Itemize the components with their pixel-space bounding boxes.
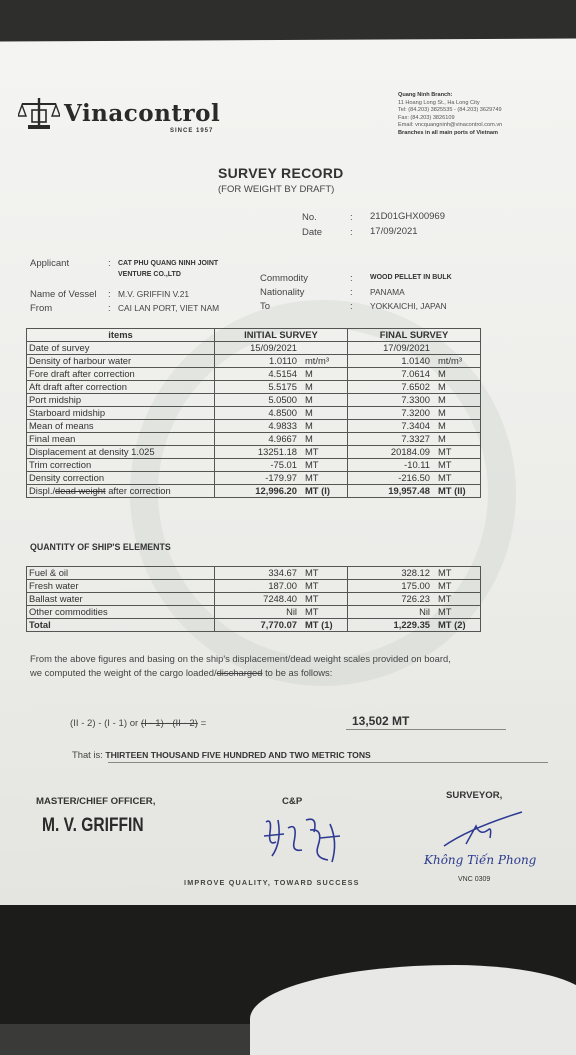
row-item: Density correction (27, 472, 215, 485)
cell-value: 13251.18 (257, 446, 297, 457)
applicant-value-2: VENTURE CO.,LTD (118, 271, 181, 278)
branch-fax: Fax: (84.203) 3826109 (398, 114, 455, 121)
row-item: Port midship (27, 394, 215, 407)
cell-unit: M (438, 394, 446, 405)
no-label: No. (302, 212, 317, 223)
date-colon: : (350, 227, 353, 238)
row-item: Ballast water (27, 593, 215, 606)
cell-value: 5.5175 (268, 381, 297, 392)
commodity-value: WOOD PELLET IN BULK (370, 274, 452, 281)
row-item: Trim correction (27, 459, 215, 472)
surveyor-code: VNC 0309 (458, 876, 491, 883)
cell-value: 7,770.07 (260, 619, 297, 630)
table-row (27, 606, 481, 619)
surveyor-signature-icon (440, 806, 530, 852)
cell-value: 1,229.35 (393, 619, 430, 630)
cell-value: 726.23 (401, 593, 430, 604)
cell-unit (430, 342, 478, 354)
table-row (27, 446, 481, 459)
header-initial: INITIAL SURVEY (215, 329, 348, 342)
cell-value: -216.50 (398, 472, 430, 483)
cell-unit: mt/m³ (438, 355, 462, 366)
cell-unit: M (305, 381, 313, 392)
table-row (27, 381, 481, 394)
document-subtitle: (FOR WEIGHT BY DRAFT) (218, 184, 335, 195)
date-label: Date (302, 227, 323, 238)
row-item: Displacement at density 1.025 (27, 446, 215, 459)
no-colon: : (350, 212, 353, 223)
conclusion-line-1: From the above figures and basing on the ship's displacement/dead weight scales provided on board, (30, 653, 451, 664)
cell-unit: MT (438, 606, 452, 617)
cell-unit: MT (438, 580, 452, 591)
conclusion-line-2: we computed the weight of the cargo loaded/discharged to be as follows: (30, 667, 333, 678)
row-item: Date of survey (27, 342, 215, 355)
scales-logo-icon (18, 96, 60, 130)
branch-email: Email: vncquangninh@vinacontrol.com.vn (398, 122, 503, 129)
conclusion-paragraph (30, 653, 570, 679)
cell-value: 175.00 (401, 580, 430, 591)
company-motto: IMPROVE QUALITY, TOWARD SUCCESS (184, 878, 360, 887)
row-item: Fresh water (27, 580, 215, 593)
row-item: Other commodities (27, 606, 215, 619)
cell-unit: M (438, 433, 446, 444)
survey-table-header (27, 329, 481, 342)
cell-unit: MT (II) (438, 485, 466, 496)
cell-value: 7.6502 (401, 381, 430, 392)
cell-value: 328.12 (401, 567, 430, 578)
document-title: SURVEY RECORD (218, 165, 344, 181)
cell-value: 7.3327 (401, 433, 430, 444)
table-row (27, 485, 481, 498)
cell-value: 7.0614 (401, 368, 430, 379)
background-top (0, 0, 576, 42)
cell-unit: MT (438, 593, 452, 604)
table-row (27, 407, 481, 420)
branch-ports: Branches in all main ports of Vietnam (398, 129, 498, 136)
header-final: FINAL SURVEY (348, 329, 481, 342)
cell-value: 4.5154 (268, 368, 297, 379)
from-colon: : (108, 303, 111, 314)
cell-unit: M (438, 381, 446, 392)
cell-unit: MT (1) (305, 619, 333, 630)
cargo-weight-amount: 13,502 MT (352, 714, 410, 728)
table-row (27, 580, 481, 593)
cell-value: 5.0500 (268, 394, 297, 405)
table-row (27, 355, 481, 368)
applicant-value-1: CAT PHU QUANG NINH JOINT (118, 260, 219, 267)
cp-signature-icon (258, 812, 354, 870)
surveyor-label: SURVEYOR, (446, 790, 503, 801)
row-item: Aft draft after correction (27, 381, 215, 394)
cell-unit: MT (305, 606, 319, 617)
cell-value: 4.9667 (268, 433, 297, 444)
cell-unit: MT (438, 567, 452, 578)
cell-value: 15/09/2021 (250, 342, 297, 353)
commodity-colon: : (350, 273, 353, 284)
header-items: items (27, 329, 215, 342)
cell-value: 7.3404 (401, 420, 430, 431)
master-label: MASTER/CHIEF OFFICER, (36, 796, 156, 807)
table-row (27, 459, 481, 472)
company-name: Vinacontrol (64, 99, 221, 127)
master-signature-name: M. V. GRIFFIN (42, 815, 144, 836)
cell-unit: M (305, 394, 313, 405)
table-row (27, 368, 481, 381)
cell-value: 7.3200 (401, 407, 430, 418)
cell-unit: M (438, 420, 446, 431)
table-row (27, 472, 481, 485)
cell-value: 7248.40 (263, 593, 297, 604)
cell-unit: M (305, 433, 313, 444)
row-item: Mean of means (27, 420, 215, 433)
cell-unit: M (305, 407, 313, 418)
row-item: Starboard midship (27, 407, 215, 420)
branch-title: Quang Ninh Branch: (398, 92, 453, 98)
branch-tel: Tel: (84.203) 3825535 - (84.203) 3629749 (398, 107, 502, 114)
table-row (27, 593, 481, 606)
table-row (27, 394, 481, 407)
cell-unit: MT (305, 459, 319, 470)
cell-unit: M (305, 420, 313, 431)
cell-unit: MT (305, 580, 319, 591)
cell-value: 1.0110 (269, 355, 297, 366)
cell-value: 4.9833 (268, 420, 297, 431)
cell-unit: MT (2) (438, 619, 466, 630)
cell-value: -75.01 (270, 459, 297, 470)
to-value: YOKKAICHI, JAPAN (370, 301, 447, 311)
row-item: Fore draft after correction (27, 368, 215, 381)
vessel-label: Name of Vessel (30, 289, 97, 300)
row-item: Fuel & oil (27, 567, 215, 580)
table-row (27, 420, 481, 433)
cell-unit: MT (305, 593, 319, 604)
vessel-value: M.V. GRIFFIN V.21 (118, 289, 190, 299)
commodity-label: Commodity (260, 273, 309, 284)
nationality-label: Nationality (260, 287, 305, 298)
cell-unit: mt/m³ (305, 355, 329, 366)
surveyor-name: Không Tiến Phong (424, 853, 537, 867)
cell-value: 20184.09 (390, 446, 430, 457)
to-label: To (260, 301, 271, 312)
cell-unit: MT (305, 472, 319, 483)
cell-unit: MT (I) (305, 485, 330, 496)
vessel-colon: : (108, 289, 111, 300)
nationality-colon: : (350, 287, 353, 298)
to-colon: : (350, 301, 353, 312)
cell-value: -179.97 (265, 472, 297, 483)
cp-label: C&P (282, 796, 303, 807)
elements-table (26, 566, 481, 632)
applicant-label: Applicant (30, 258, 70, 269)
cell-unit: MT (305, 446, 319, 457)
date-value: 17/09/2021 (370, 226, 418, 237)
survey-table (26, 328, 481, 498)
words-underline (108, 762, 548, 763)
table-row (27, 342, 481, 355)
table-row (27, 567, 481, 580)
nationality-value: PANAMA (370, 287, 405, 297)
cell-unit: M (305, 368, 313, 379)
cell-value: Nil (419, 606, 430, 617)
from-value: CAI LAN PORT, VIET NAM (118, 303, 220, 313)
cell-unit: MT (438, 472, 452, 483)
cell-value: 334.67 (268, 567, 297, 578)
cell-unit: M (438, 368, 446, 379)
cell-unit: MT (438, 459, 452, 470)
cell-value: 7.3300 (401, 394, 430, 405)
row-item: Displ./dead weight after correction (27, 485, 215, 498)
cell-value: 187.00 (268, 580, 297, 591)
cell-value: 1.0140 (401, 355, 430, 366)
cell-unit: MT (305, 567, 319, 578)
cell-value: Nil (286, 606, 297, 617)
amount-in-words: That is: THIRTEEN THOUSAND FIVE HUNDRED AND TWO METRIC TONS (72, 749, 371, 760)
cell-value: 17/09/2021 (383, 342, 430, 353)
cell-value: -10.11 (404, 459, 430, 470)
applicant-colon: : (108, 258, 111, 269)
calculation-formula: (II - 2) - (I - 1) or (I - 1) - (II - 2) = (70, 718, 207, 729)
table-row (27, 433, 481, 446)
cell-unit: M (438, 407, 446, 418)
row-item: Density of harbour water (27, 355, 215, 368)
from-label: From (30, 303, 53, 314)
company-logo (18, 96, 220, 130)
cell-unit: MT (438, 446, 452, 457)
row-item: Total (27, 619, 215, 632)
cell-value: 19,957.48 (388, 485, 430, 496)
table-row (27, 619, 481, 632)
no-value: 21D01GHX00969 (370, 211, 445, 222)
branch-address (398, 92, 568, 138)
cell-value: 12,996.20 (255, 485, 297, 496)
amount-underline (346, 729, 506, 730)
row-item: Final mean (27, 433, 215, 446)
cell-value: 4.8500 (268, 407, 297, 418)
company-since: SINCE 1957 (170, 128, 214, 134)
branch-street: 11 Hoang Long St., Ha Long City (398, 99, 480, 106)
elements-section-title: QUANTITY OF SHIP'S ELEMENTS (30, 542, 171, 552)
cell-unit (297, 342, 345, 354)
